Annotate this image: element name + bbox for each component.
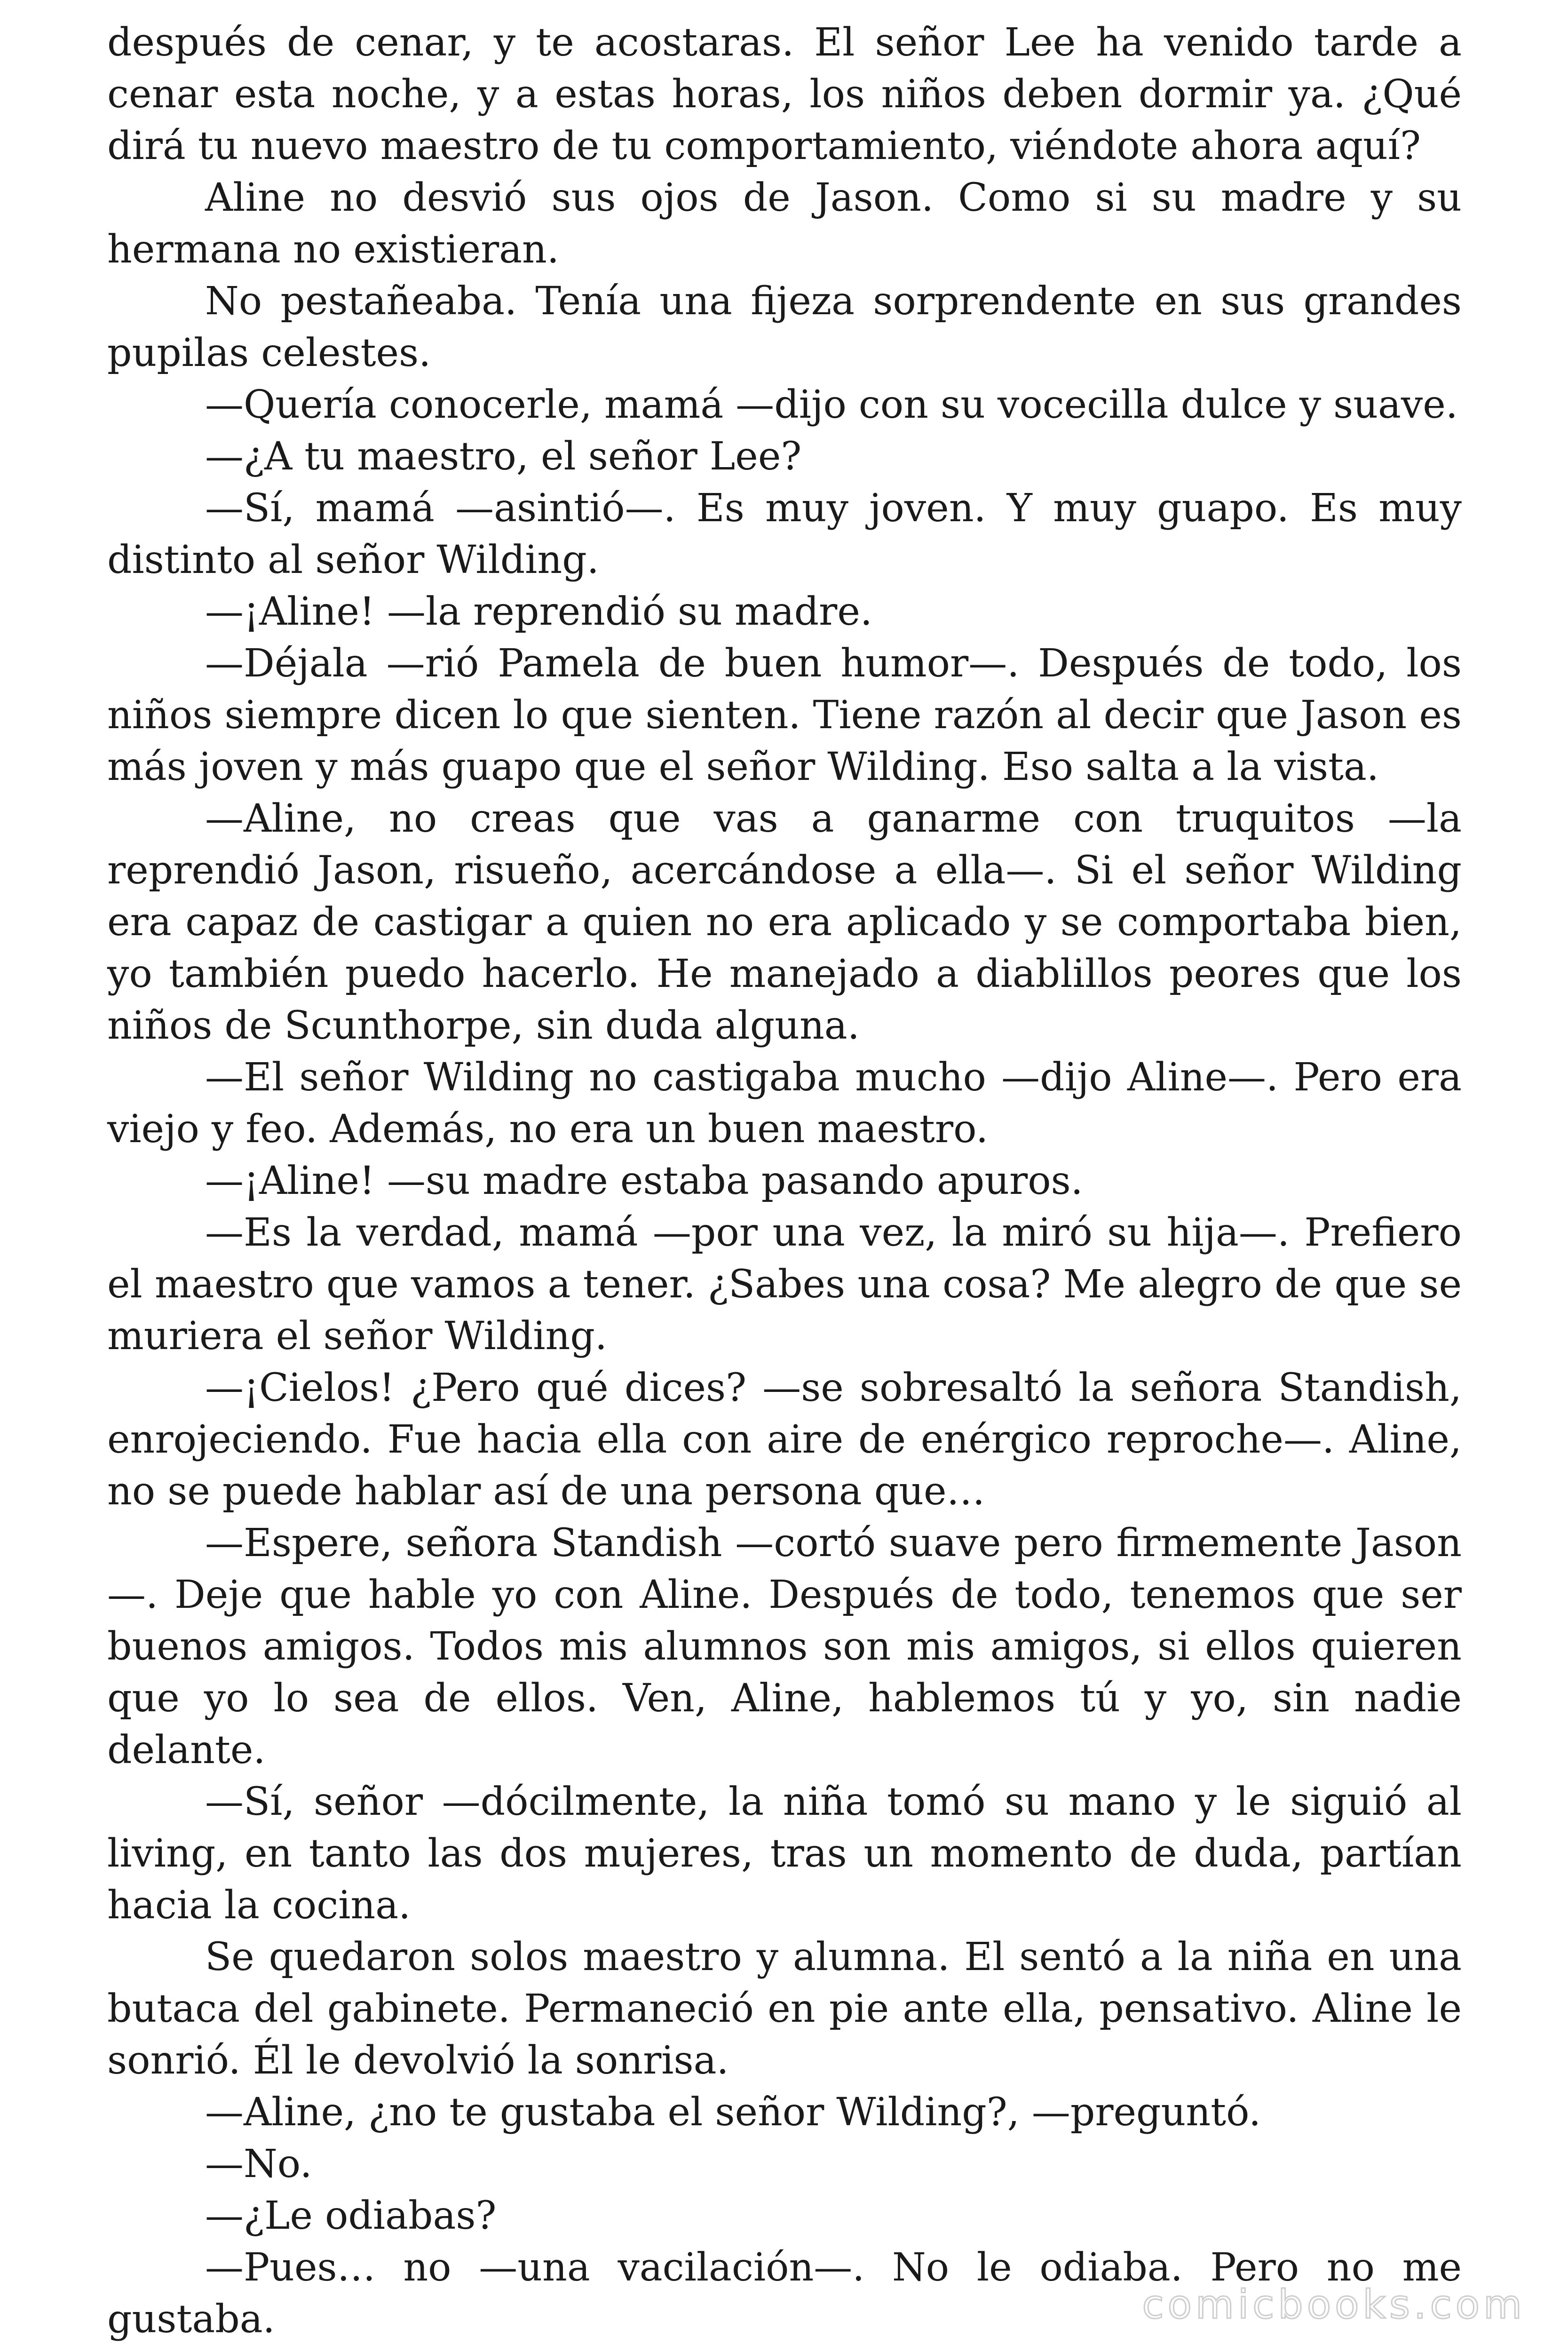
paragraph: —Sí, señor —dócilmente, la niña tomó su mano y le siguió al living, en tanto las dos mujeres, tras un momento de duda, partían hacia la cocina. [107,1780,1462,1928]
paragraph: —Pues… no —una vacilación—. No le odiaba. Pero no me gustaba. [107,2245,1462,2342]
paragraph: —No. [205,2142,312,2186]
paragraph: Se quedaron solos maestro y alumna. El sentó a la niña en una butaca del gabinete. Permaneció en pie ante ella, pensativo. Aline le sonrió. Él le devolvió la sonrisa. [107,1935,1462,2083]
paragraph: No pestañeaba. Tenía una fijeza sorprendente en sus grandes pupilas celestes. [107,279,1462,375]
paragraph: —¡Aline! —su madre estaba pasando apuros. [205,1159,1083,1203]
paragraph: —¿Le odiabas? [205,2193,497,2238]
paragraph: Aline no desvió sus ojos de Jason. Como si su madre y su hermana no existieran. [107,175,1462,272]
paragraph: —Aline, no creas que vas a ganarme con truquitos —la reprendió Jason, risueño, acercándose a ella—. Si el señor Wilding era capaz de castigar a quien no era aplicado y se comportaba bien, yo también puedo hacerlo. He manejado a diablillos peores que los niños de Scunthorpe, sin duda alguna. [107,796,1462,1048]
paragraph: —Espere, señora Standish —cortó suave pero firmemente Jason —. Deje que hable yo con Aline. Después de todo, tenemos que ser buenos amigos. Todos mis alumnos son mis amigos, si ellos quieren que yo lo sea de ellos. Ven, Aline, hablemos tú y yo, sin nadie delante. [107,1521,1462,1772]
page-text [107,17,1462,2345]
paragraph: —Quería conocerle, mamá —dijo con su vocecilla dulce y suave. [205,382,1458,427]
paragraph: —¿A tu maestro, el señor Lee? [205,434,802,479]
paragraph: —Aline, ¿no te gustaba el señor Wilding?, —preguntó. [205,2090,1261,2135]
paragraph-continuation: después de cenar, y te acostaras. El señor Lee ha venido tarde a cenar esta noche, y a estas horas, los niños deben dormir ya. ¿Qué dirá tu nuevo maestro de tu comportamiento, viéndote ahora aquí? [107,20,1462,168]
paragraph: —¡Cielos! ¿Pero qué dices? —se sobresaltó la señora Standish, enrojeciendo. Fue hacia ella con aire de enérgico reproche—. Aline, no se puede hablar así de una persona que… [107,1366,1462,1514]
paragraph: —¡Aline! —la reprendió su madre. [205,589,872,634]
watermark-logo: comicbooks.com [1142,2281,1526,2328]
paragraph: —Déjala —rió Pamela de buen humor—. Después de todo, los niños siempre dicen lo que sienten. Tiene razón al decir que Jason es más joven y más guapo que el señor Wilding. Eso salta a la vista. [107,641,1462,789]
paragraph: —Sí, mamá —asintió—. Es muy joven. Y muy guapo. Es muy distinto al señor Wilding. [107,486,1462,582]
paragraph: —El señor Wilding no castigaba mucho —dijo Aline—. Pero era viejo y feo. Además, no era un buen maestro. [107,1055,1462,1152]
paragraph: —Es la verdad, mamá —por una vez, la miró su hija—. Prefiero el maestro que vamos a tener. ¿Sabes una cosa? Me alegro de que se muriera el señor Wilding. [107,1210,1462,1359]
